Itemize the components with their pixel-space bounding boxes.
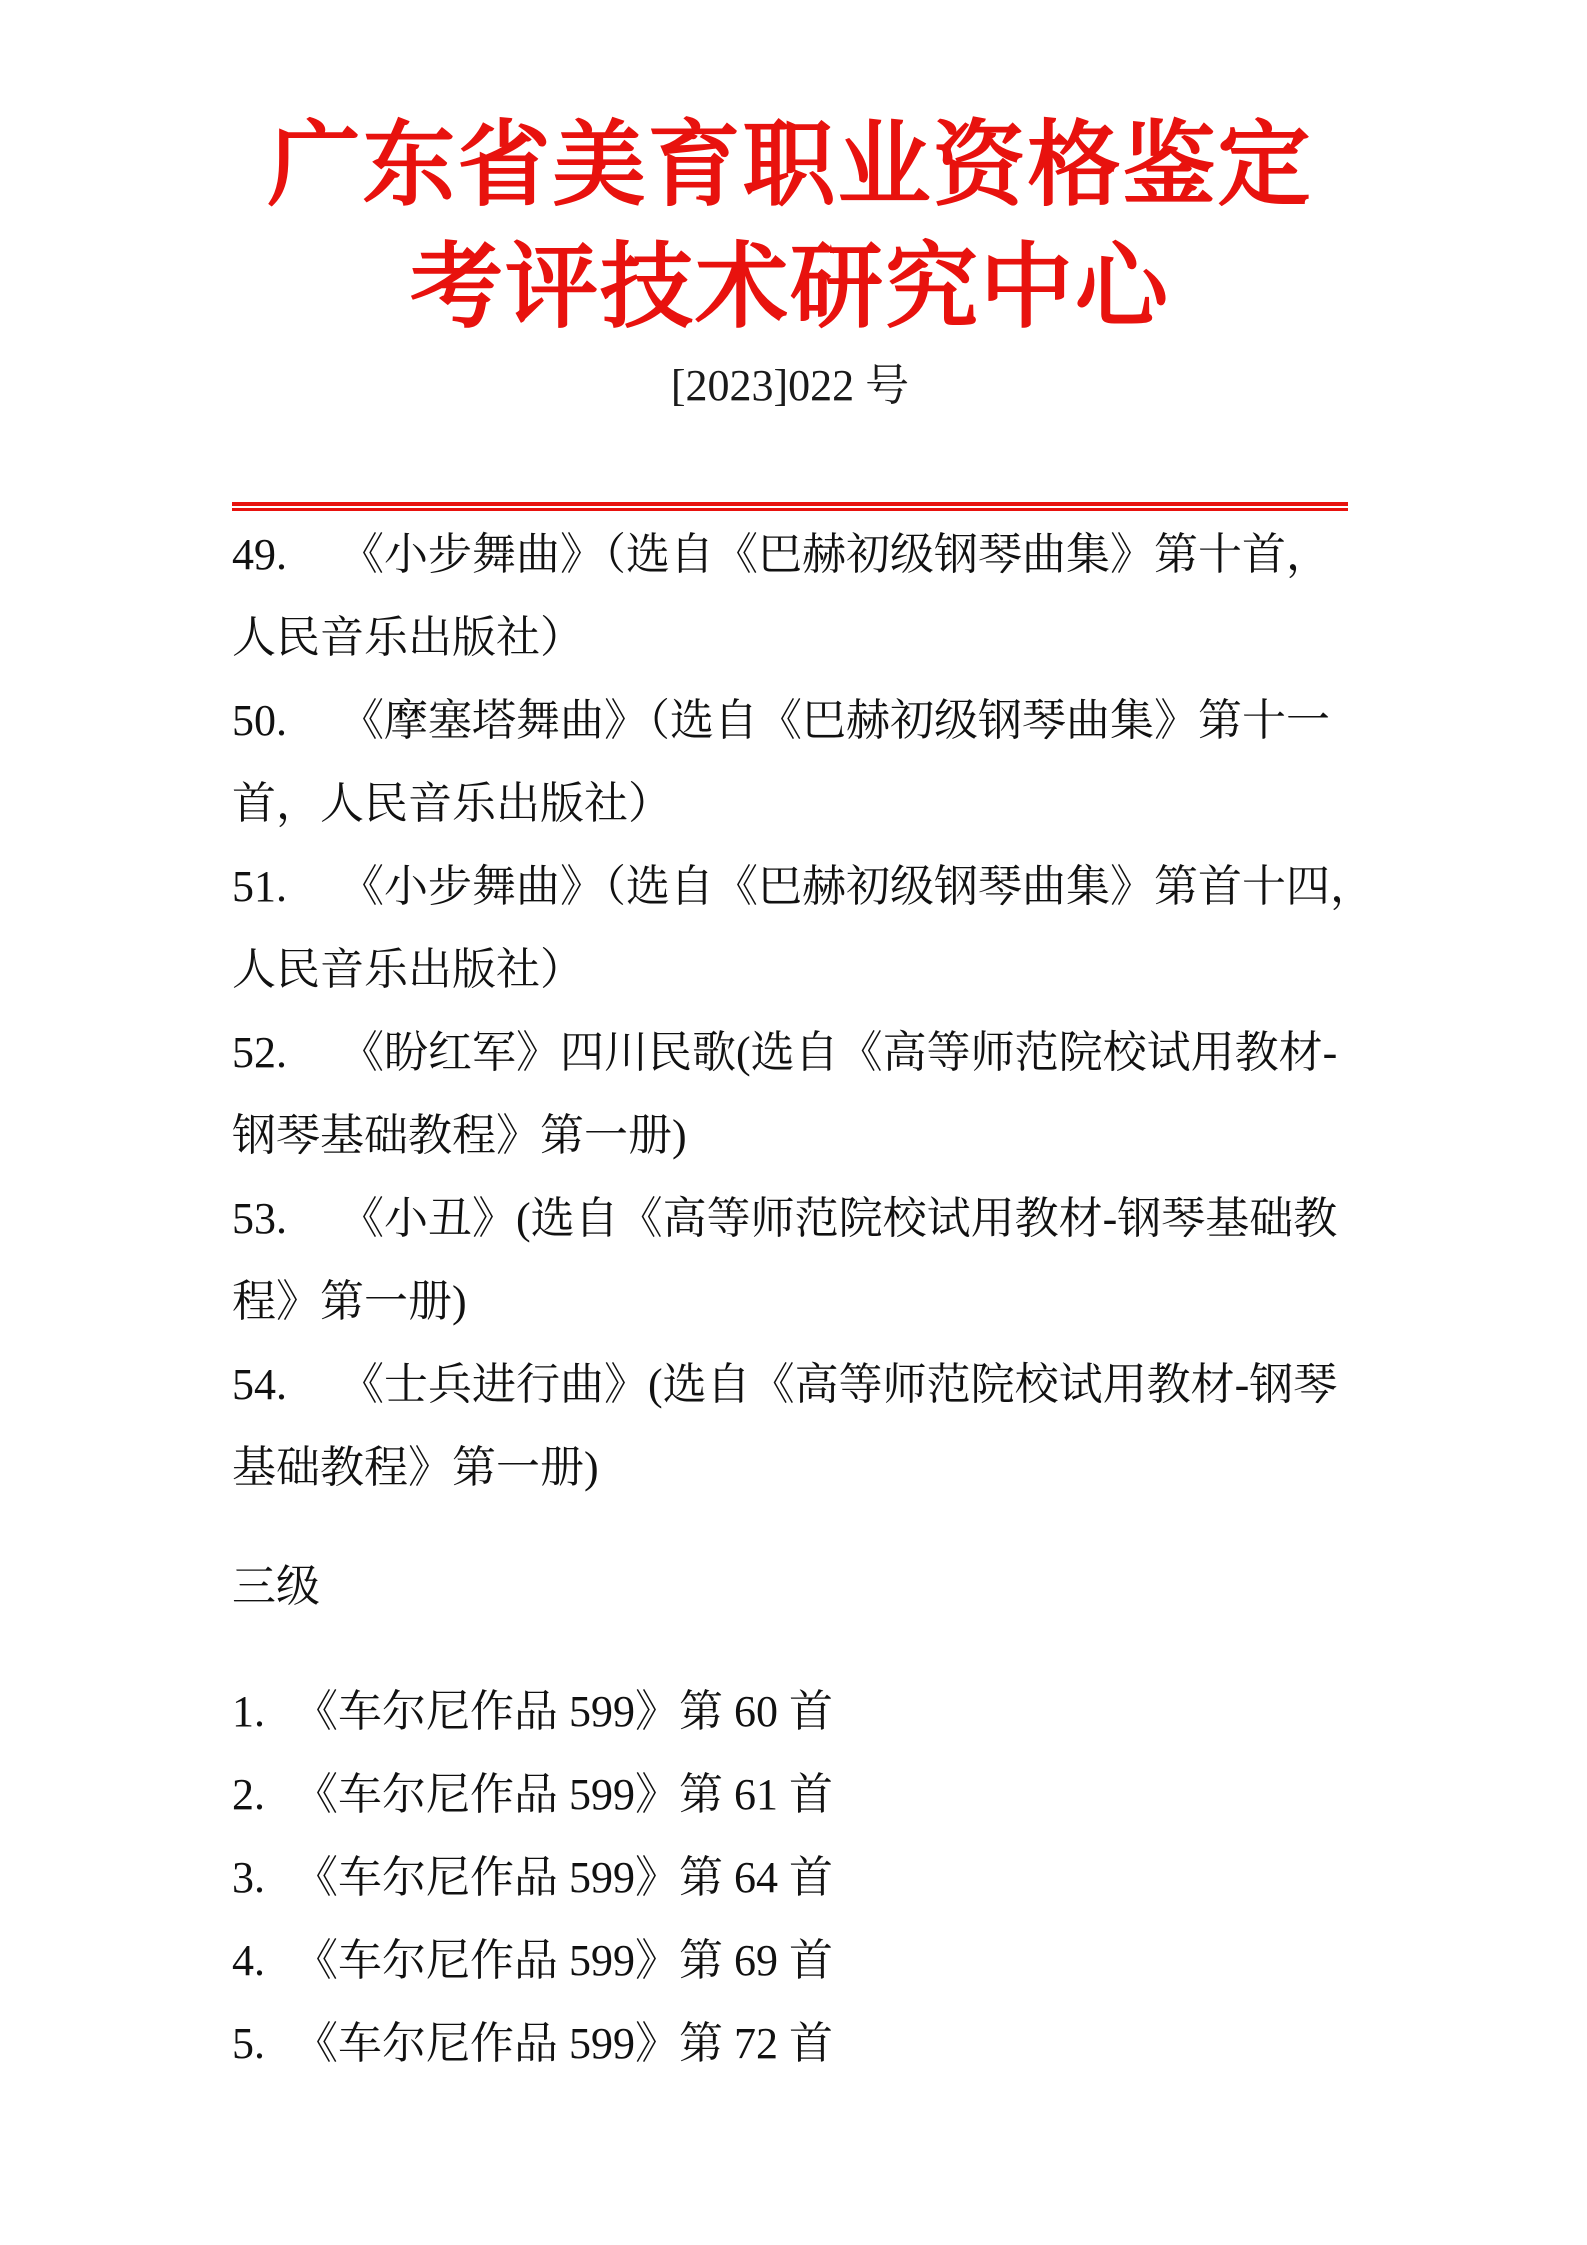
item-number: 1. [232, 1687, 265, 1736]
item-text-continued: 基础教程》第一册) [232, 1443, 599, 1492]
item-number: 5. [232, 2019, 265, 2068]
item-text: 《车尔尼作品 599》第 64 首 [294, 1853, 833, 1902]
repertoire-item [232, 1177, 1348, 1343]
document-title-line-2: 考评技术研究中心 [410, 237, 1170, 340]
item-text: 《盼红军》四川民歌(选自《高等师范院校试用教材- [340, 1028, 1338, 1077]
item-text: 《士兵进行曲》(选自《高等师范院校试用教材-钢琴 [340, 1360, 1338, 1409]
item-text: 《车尔尼作品 599》第 69 首 [294, 1936, 833, 1985]
item-number: 51. [232, 862, 287, 911]
item-text-continued: 人民音乐出版社） [232, 613, 584, 662]
item-number: 49. [232, 530, 287, 579]
repertoire-item [232, 513, 1348, 679]
item-text-continued: 人民音乐出版社） [232, 945, 584, 994]
item-number: 2. [232, 1770, 265, 1819]
item-text: 《车尔尼作品 599》第 60 首 [294, 1687, 833, 1736]
repertoire-item [232, 1011, 1348, 1177]
item-number: 52. [232, 1028, 287, 1077]
level3-list [232, 1670, 1348, 2085]
item-text: 《车尔尼作品 599》第 72 首 [294, 2019, 833, 2068]
item-text: 《车尔尼作品 599》第 61 首 [294, 1770, 833, 1819]
document-number: [2023]022 号 [670, 361, 910, 410]
repertoire-item [232, 679, 1348, 845]
list-item [232, 1670, 1348, 1753]
list-item [232, 2002, 1348, 2085]
item-text-continued: 钢琴基础教程》第一册) [232, 1111, 687, 1160]
list-item [232, 1919, 1348, 2002]
repertoire-item [232, 845, 1374, 1011]
document-header [232, 0, 1348, 414]
item-number: 3. [232, 1853, 265, 1902]
list-item [232, 1836, 1348, 1919]
item-number: 50. [232, 696, 287, 745]
document-title-line-1: 广东省美育职业资格鉴定 [267, 115, 1313, 218]
item-text-continued: 程》第一册) [232, 1277, 467, 1326]
list-item [232, 1753, 1348, 1836]
document-content [232, 0, 1374, 2085]
document-title [232, 106, 1348, 350]
item-text: 《摩塞塔舞曲》（选自《巴赫初级钢琴曲集》第十一 [340, 696, 1330, 745]
red-double-rule [232, 502, 1348, 511]
repertoire-list [232, 513, 1374, 2085]
repertoire-item [232, 1343, 1348, 1509]
item-text: 《小步舞曲》（选自《巴赫初级钢琴曲集》第十首， [340, 530, 1330, 579]
item-text-continued: 首，人民音乐出版社） [232, 779, 672, 828]
level-heading: 三级 [232, 1562, 320, 1611]
item-text: 《小步舞曲》（选自《巴赫初级钢琴曲集》第首十四， [340, 862, 1374, 911]
item-number: 54. [232, 1360, 287, 1409]
item-number: 4. [232, 1936, 265, 1985]
item-number: 53. [232, 1194, 287, 1243]
item-text: 《小丑》(选自《高等师范院校试用教材-钢琴基础教 [340, 1194, 1338, 1243]
